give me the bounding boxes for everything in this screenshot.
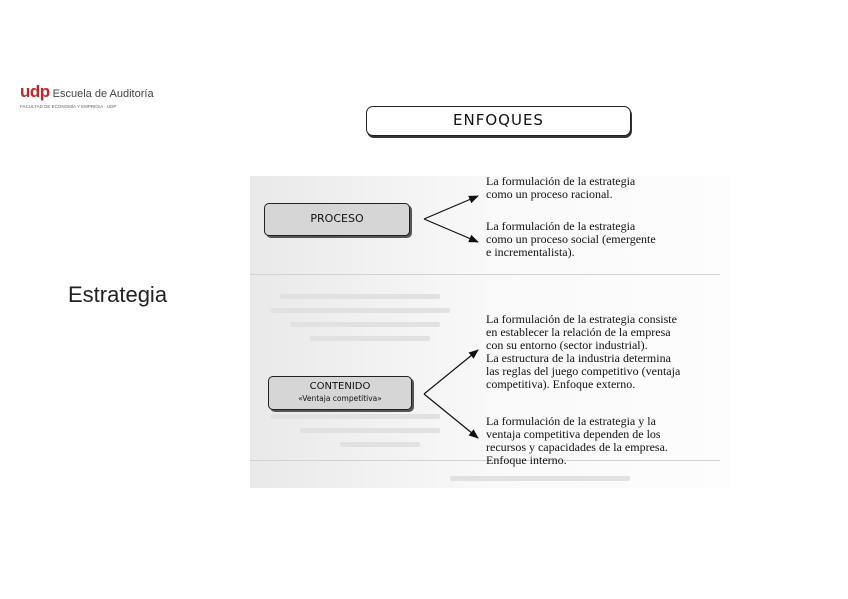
text-line: recursos y capacidades de la empresa. [486,440,668,454]
proceso-branch-social [486,220,656,259]
contenido-sublabel: «Ventaja competitiva» [298,394,382,403]
arrow-contenido-externo [424,350,478,394]
text-line: La formulación de la estrategia [486,174,636,188]
text-line: e incrementalista). [486,245,575,259]
contenido-label: CONTENIDO [309,381,371,392]
slide-title: Estrategia [68,282,168,307]
text-line: Enfoque interno. [486,453,567,467]
text-line: con su entorno (sector industrial). [486,338,648,352]
logo-subtitle: FACULTAD DE ECONOMÍA Y EMPRESA · UDP [20,104,117,109]
proceso-box: PROCESO [264,203,410,236]
enfoques-header-box: ENFOQUES [366,106,631,136]
contenido-branch-interno [486,415,668,467]
text-line: las reglas del juego competitivo (ventaja [486,364,681,378]
text-line: en establecer la relación de la empresa [486,325,671,339]
text-line: como un proceso social (emergente [486,232,656,246]
proceso-branch-racional [486,175,635,201]
text-line: La formulación de la estrategia [486,219,636,233]
text-line: como un proceso racional. [486,187,613,201]
arrow-contenido-interno [424,394,478,438]
text-line: ventaja competitiva dependen de los [486,427,661,441]
text-line: La formulación de la estrategia consiste [486,312,677,326]
text-line: competitiva). Enfoque externo. [486,377,636,391]
text-line: La estructura de la industria determina [486,351,671,365]
logo-brand: udp [20,82,50,101]
arrow-proceso-racional [424,196,478,219]
text-line: La formulación de la estrategia y la [486,414,656,428]
contenido-branch-externo [486,313,680,391]
logo-school-name: Escuela de Auditoría [52,88,154,100]
arrow-proceso-social [424,219,478,242]
